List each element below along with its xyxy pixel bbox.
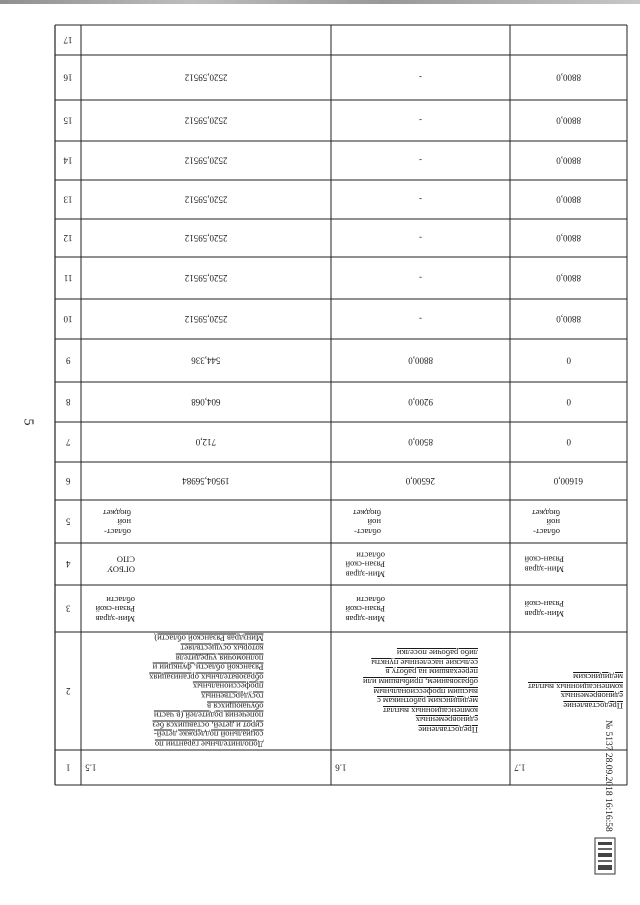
value-col-6: 61600,0 <box>553 476 583 486</box>
column-header-11: 11 <box>63 273 73 283</box>
row-funding-source: област-ной бюджет <box>102 507 131 537</box>
value-col-11: 2520,59512 <box>184 273 228 283</box>
value-col-10: - <box>419 314 422 324</box>
value-col-8: 0 <box>566 397 571 407</box>
row-executor: Мин-здрав Рязан-ской <box>524 599 564 619</box>
value-col-16: - <box>419 72 422 83</box>
row-funding-source: област-ной бюджет <box>352 507 381 537</box>
row-description: Предоставление единовременных компенсационных выплат медицинским <box>527 672 623 711</box>
value-col-11: - <box>419 273 422 283</box>
value-col-13: - <box>419 194 422 205</box>
row-recipient: Мин-здрав Рязан-ской <box>524 554 564 575</box>
value-col-12: 8800,0 <box>556 233 581 243</box>
value-col-12: - <box>419 233 422 243</box>
value-col-7: 8500,0 <box>408 437 433 447</box>
column-header-12: 12 <box>63 233 73 243</box>
column-header-10: 10 <box>63 314 73 324</box>
value-col-7: 0 <box>566 437 571 447</box>
column-header-5: 5 <box>66 516 71 527</box>
value-col-13: 8800,0 <box>556 194 581 205</box>
value-col-14: - <box>419 155 422 166</box>
value-col-10: 2520,59512 <box>184 314 228 324</box>
row-number: 1.6 <box>335 762 347 773</box>
budget-table <box>55 0 627 845</box>
value-col-15: 8800,0 <box>556 115 581 126</box>
row-recipient: ОГБОУ СПО <box>107 554 135 575</box>
value-col-7: 712,0 <box>195 437 216 447</box>
row-recipient: Мин-здрав Рязан-ской области <box>345 550 385 580</box>
table-grid <box>55 0 627 845</box>
column-header-1: 1 <box>66 762 71 773</box>
column-header-15: 15 <box>63 115 73 126</box>
value-col-10: 8800,0 <box>556 314 581 324</box>
row-executor: Мин-здрав Рязан-ской области <box>95 594 135 624</box>
value-col-15: - <box>419 115 422 126</box>
column-header-3: 3 <box>66 603 71 614</box>
footer-stamp-text: № 5137 28.09.2018 16:16:58 <box>603 720 613 832</box>
value-col-13: 2520,59512 <box>184 194 228 205</box>
page-number: 5 <box>20 418 36 426</box>
value-col-8: 9200,0 <box>408 397 433 407</box>
column-header-4: 4 <box>66 559 71 569</box>
value-col-6: 26500,0 <box>405 476 435 486</box>
column-header-6: 6 <box>66 476 71 486</box>
column-header-16: 16 <box>63 72 73 83</box>
row-description: Предоставление единовременных компенсационных выплат медицинским работникам с высшим профессиональным образованием, прибывшим или переехавшим на работу в сельские населенные пункты либо рабочие поселки <box>363 648 478 735</box>
barcode-stamp-icon <box>593 836 617 876</box>
column-header-9: 9 <box>66 355 71 366</box>
value-col-9: 544,336 <box>191 355 221 366</box>
value-col-9: 0 <box>566 355 571 366</box>
value-col-9: 8800,0 <box>408 355 433 366</box>
column-header-8: 8 <box>66 397 71 407</box>
column-header-17: 17 <box>63 35 73 45</box>
value-col-11: 8800,0 <box>556 273 581 283</box>
value-col-16: 2520,59512 <box>184 72 228 83</box>
row-number: 1.7 <box>514 762 526 773</box>
value-col-16: 8800,0 <box>556 72 581 83</box>
column-header-2: 2 <box>66 686 71 696</box>
column-header-14: 14 <box>63 155 73 166</box>
value-col-8: 604,068 <box>191 397 221 407</box>
row-number: 1.5 <box>85 762 97 773</box>
column-header-7: 7 <box>66 437 71 447</box>
row-funding-source: област-ной бюджет <box>531 507 560 537</box>
value-col-12: 2520,59512 <box>184 233 228 243</box>
value-col-6: 19504,56984 <box>182 476 230 486</box>
column-header-13: 13 <box>63 194 73 205</box>
value-col-14: 8800,0 <box>556 155 581 166</box>
value-col-14: 2520,59512 <box>184 155 228 166</box>
row-executor: Мин-здрав Рязан-ской области <box>345 594 385 624</box>
value-col-15: 2520,59512 <box>184 115 228 126</box>
row-description: Дополнительные гарантии по социальной поддержке детей-сирот и детей, оставшихся без попечения родителей (в части обучающихся в государственных профессиональных образовательных организациях Рязанской области, функции и полномочия учредителя которых осуществляет Минздрав Рязанской области) <box>149 633 264 750</box>
